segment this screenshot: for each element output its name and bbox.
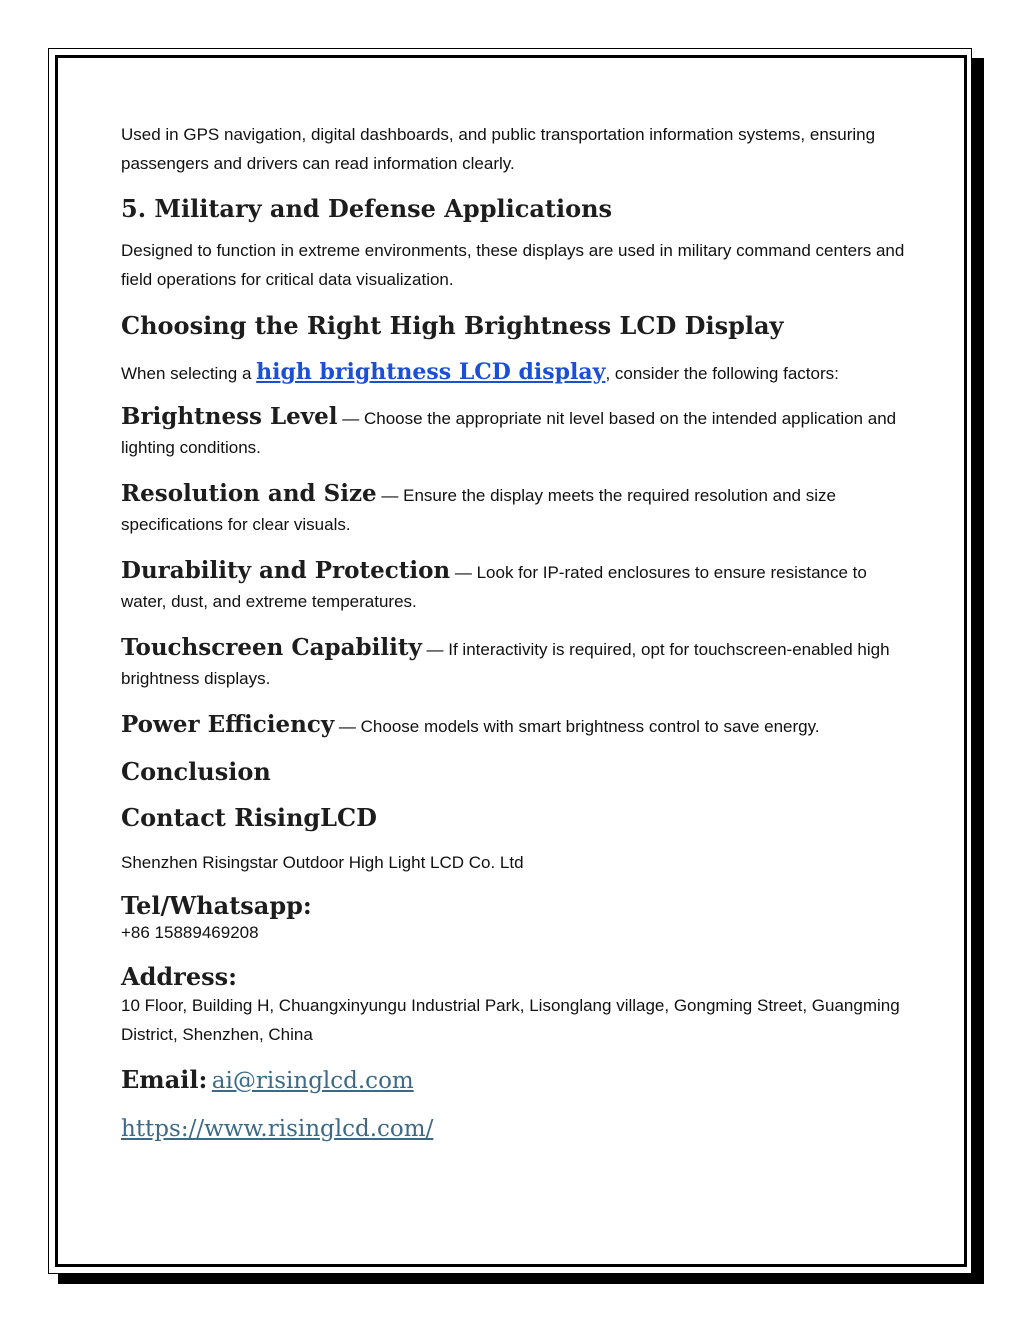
- intro-paragraph: Used in GPS navigation, digital dashboards, and public transportation information systems, ensuring passengers and drivers can read information clearly.: [121, 125, 876, 173]
- page-content: [121, 120, 911, 1149]
- website-link[interactable]: https://www.risinglcd.com/: [121, 1116, 434, 1142]
- factor-brightness: [121, 402, 911, 462]
- factor-dash: —: [337, 409, 364, 428]
- tel-value: +86 15889469208: [121, 923, 259, 942]
- tel-label: Tel/Whatsapp:: [121, 891, 312, 920]
- factor-dash: —: [421, 640, 449, 659]
- factor-dash: —: [334, 717, 361, 736]
- factor-dash: —: [450, 563, 477, 582]
- factor-text: Ensure the display meets the required resolution and size specifications for clear visuals.: [121, 486, 836, 534]
- factor-durability: [121, 556, 911, 616]
- choosing-lead-before: When selecting a: [121, 364, 257, 383]
- company-name: Shenzhen Risingstar Outdoor High Light LCD Co. Ltd: [121, 853, 524, 872]
- email-label: Email:: [121, 1065, 208, 1094]
- factor-dash: —: [376, 486, 404, 505]
- factor-text: If interactivity is required, opt for touchscreen-enabled high brightness displays.: [121, 640, 890, 688]
- email-line: [121, 1063, 911, 1101]
- website-line: [121, 1112, 911, 1149]
- factor-touchscreen: [121, 633, 911, 693]
- factor-title: Resolution and Size: [121, 480, 377, 507]
- factor-text: Look for IP-rated enclosures to ensure resistance to water, dust, and extreme temperatures.: [121, 563, 867, 611]
- factor-title: Durability and Protection: [121, 557, 451, 584]
- factor-power: [121, 710, 911, 741]
- factor-title: Power Efficiency: [121, 711, 335, 738]
- military-heading: 5. Military and Defense Applications: [121, 194, 613, 223]
- choosing-lead-after: , consider the following factors:: [605, 364, 839, 383]
- factor-title: Brightness Level: [121, 403, 338, 430]
- high-brightness-lcd-link[interactable]: high brightness LCD display: [256, 359, 606, 385]
- factor-text: Choose the appropriate nit level based on the intended application and lighting conditions.: [121, 409, 897, 457]
- factor-resolution: [121, 479, 911, 539]
- choosing-heading: Choosing the Right High Brightness LCD Display: [121, 311, 784, 340]
- military-paragraph: Designed to function in extreme environments, these displays are used in military command centers and field operations for critical data visualization.: [121, 241, 905, 289]
- address-value: 10 Floor, Building H, Chuangxinyungu Industrial Park, Lisonglang village, Gongming Street, Guangming District, Shenzhen, China: [121, 996, 900, 1044]
- email-link[interactable]: ai@risinglcd.com: [211, 1068, 414, 1094]
- conclusion-heading: Conclusion: [121, 757, 271, 786]
- address-label: Address:: [121, 962, 237, 991]
- factor-title: Touchscreen Capability: [121, 634, 422, 661]
- contact-heading: Contact RisingLCD: [121, 803, 377, 832]
- factor-text: Choose models with smart brightness control to save energy.: [360, 717, 820, 736]
- choosing-lead: [121, 356, 911, 390]
